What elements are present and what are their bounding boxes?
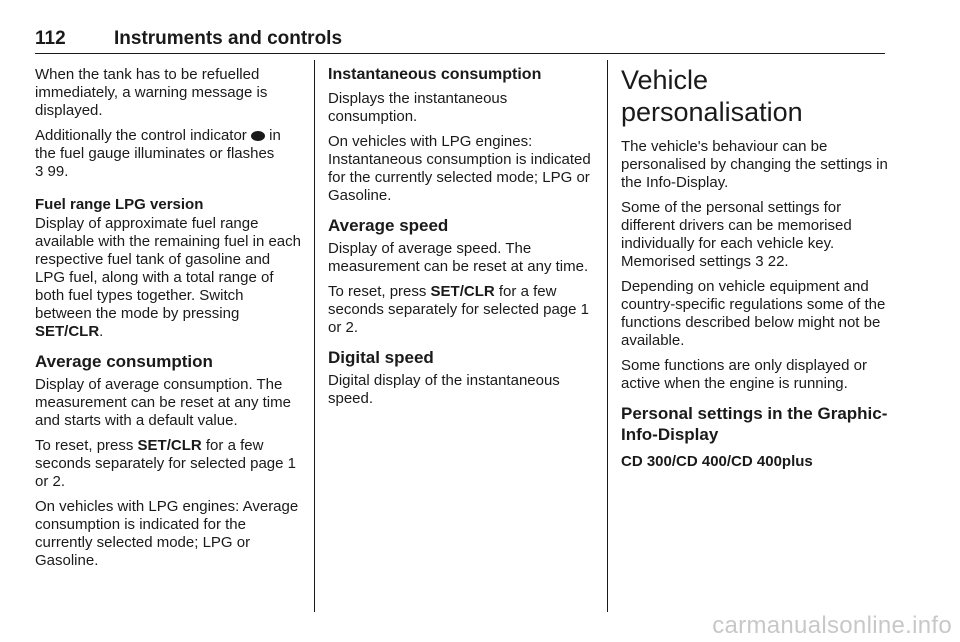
average-speed-reset: To reset, press SET/CLR for a few seconds separately for selected page 1 or 2. — [328, 283, 589, 336]
page-reference-arrow-icon: 3 — [755, 253, 764, 270]
personalisation-intro: The vehicle's behaviour can be personalised by changing the settings in the Info-Display. — [621, 138, 888, 191]
average-consumption-reset: To reset, press SET/CLR for a few seconds separately for selected page 1 or 2. — [35, 437, 296, 490]
digital-speed-heading: Digital speed — [328, 348, 434, 367]
digital-speed-text: Digital display of the instantaneous speed. — [328, 372, 560, 407]
fuel-range-heading: Fuel range LPG version — [35, 196, 204, 213]
instantaneous-consumption-lpg: On vehicles with LPG engines: Instantaneous consumption is indicated for the currently selected mode; LPG or Gasoline. — [328, 133, 591, 204]
section-title: Instruments and controls — [114, 28, 343, 49]
average-speed-heading: Average speed — [328, 216, 449, 235]
page-reference[interactable]: 99. — [47, 163, 69, 180]
fuel-indicator-icon — [251, 131, 265, 141]
instantaneous-consumption-heading: Instantaneous consumption — [328, 66, 542, 83]
average-consumption-heading: Average consumption — [35, 352, 213, 371]
vehicle-personalisation-title: Vehicle personalisation — [621, 65, 803, 127]
column-2 — [328, 66, 594, 415]
personal-settings-heading: Personal settings in the Graphic-Info-Display — [621, 404, 888, 444]
set-clr-label: SET/CLR — [35, 323, 100, 340]
refuel-warning-text: When the tank has to be refuelled immediately, a warning message is displayed. — [35, 66, 268, 119]
equipment-dependency-text: Depending on vehicle equipment and country-specific regulations some of the functions described below might not be available. — [621, 278, 886, 349]
memorised-settings-text: Some of the personal settings for different drivers can be memorised individually for each vehicle key. Memorised settings 3 22. — [621, 199, 852, 270]
fuel-range-text: Display of approximate fuel range available with the remaining fuel in each respective fuel tank of gasoline and LPG fuel, along with a total range of both fuel types together. Switch between the mode by pressing SET/CLR. — [35, 215, 301, 340]
page-reference[interactable]: 22. — [767, 253, 789, 270]
average-consumption-text: Display of average consumption. The measurement can be reset at any time and starts with a default value. — [35, 376, 291, 429]
set-clr-label: SET/CLR — [137, 437, 202, 454]
average-consumption-lpg: On vehicles with LPG engines: Average consumption is indicated for the currently selected mode; LPG or Gasoline. — [35, 498, 299, 569]
indicator-text: Additionally the control indicator in the fuel gauge illuminates or flashes 3 99. — [35, 127, 281, 180]
column-divider-1 — [314, 60, 315, 612]
page-number: 112 — [35, 28, 66, 49]
set-clr-label: SET/CLR — [430, 283, 495, 300]
average-speed-text: Display of average speed. The measurement can be reset at any time. — [328, 240, 589, 275]
page-reference-arrow-icon: 3 — [35, 163, 44, 180]
column-3 — [621, 66, 889, 472]
instantaneous-consumption-text: Displays the instantaneous consumption. — [328, 90, 508, 125]
column-1 — [35, 66, 303, 577]
page-header — [35, 27, 885, 54]
column-divider-2 — [607, 60, 608, 612]
cd-models-heading: CD 300/CD 400/CD 400plus — [621, 453, 813, 470]
engine-running-text: Some functions are only displayed or active when the engine is running. — [621, 357, 867, 392]
watermark: carmanualsonline.info — [712, 612, 952, 639]
